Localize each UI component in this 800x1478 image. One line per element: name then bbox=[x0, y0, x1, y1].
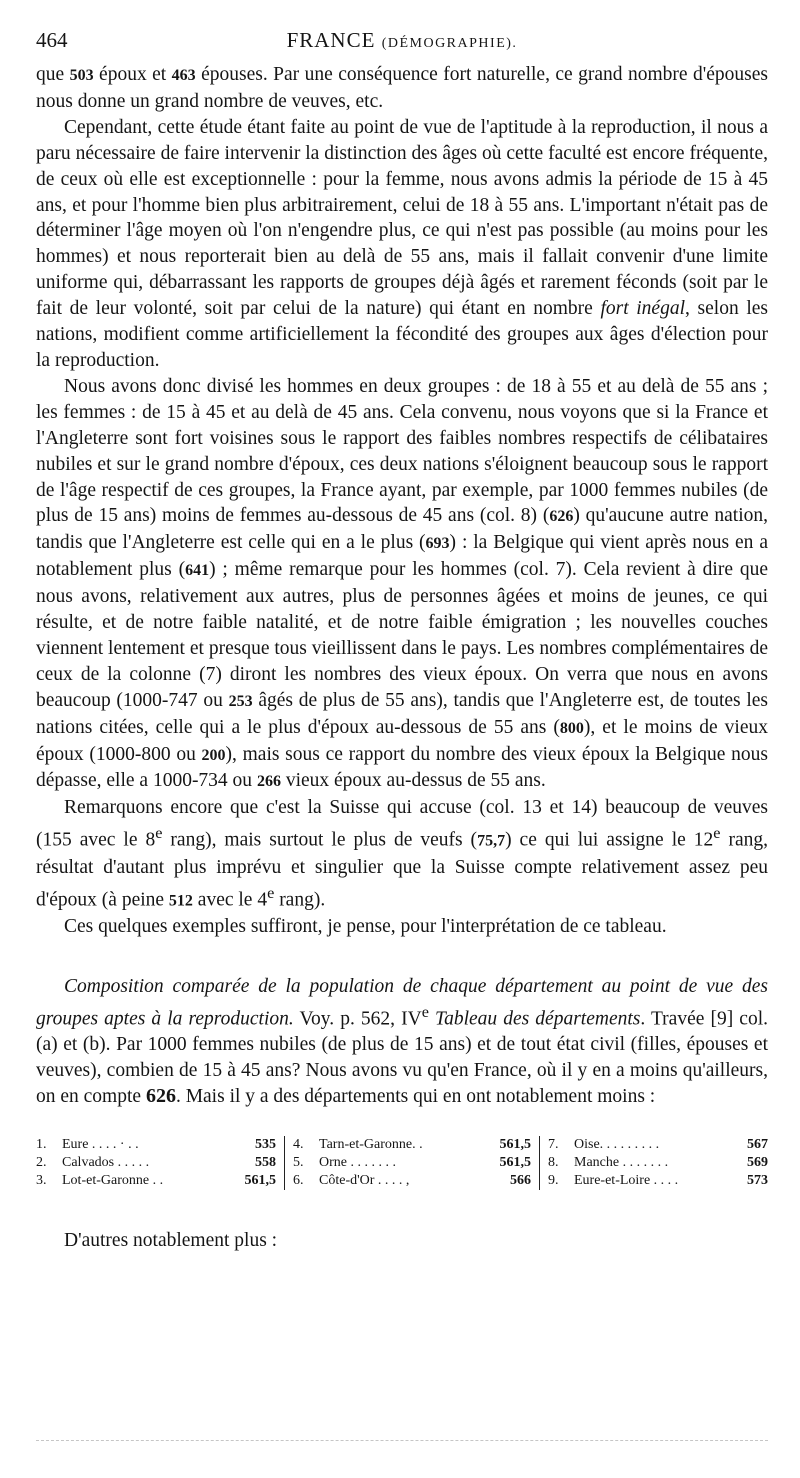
text: , selon les nations, modifient comme artificiellement la fécondité des groupes aux âges d'élection pour la reproduction. bbox=[36, 298, 768, 371]
italic-text: Tableau des départements bbox=[428, 1008, 641, 1030]
text: Nous avons donc divisé les hommes en deux groupes : de 18 à 55 et au delà de 55 ans ; les femmes : de 15 à 45 et au delà de 45 ans. Cela convenu, nous voyons que si la France et l'Angleterre sont fort voisines sous le rapport des faibles nombres respectifs de célibataires nubiles et sur le grand nombre d'époux, ces deux nations s'éloignent beaucoup sous le rapport de l'âge respectif de ces groupes, la France ayant, par exemple, par 1000 femmes nubiles (de plus de 15 ans) moins de femmes au-dessous de 45 ans (col. 8) ( bbox=[36, 375, 768, 527]
text: rang), mais surtout le plus de veufs ( bbox=[162, 829, 478, 851]
item-number: 4. bbox=[293, 1136, 304, 1152]
text: Cependant, cette étude étant faite au point de vue de l'aptitude à la reproduction, il nous a paru nécessaire de faire intervenir la distinction des âges où cette faculté est encore fréquente, de ceux où elle est exceptionnelle : pour la femme, nous avons admis la période de 15 à 45 ans, et pour l'homme bien plus arbitrairement, celui de 18 à 55 ans. L'important n'était pas de déterminer l'âge moyen où l'on n'engendre plus, ce qui n'est pas possible (au moins pour les hommes) et nous reporterait bien au delà de 55 ans, mais il fallait convenir d'une limite uniforme qui, débarrassant les rapports de groupes déjà âgés et rarement féconds (soit par le fait de leur volonté, soit par celui de la nature) qui étant en nombre bbox=[36, 116, 768, 320]
item-number: 5. bbox=[293, 1154, 304, 1170]
item-number: 9. bbox=[548, 1172, 559, 1188]
item-name: Calvados . . . . . bbox=[62, 1154, 150, 1170]
bold-number: 253 bbox=[228, 692, 253, 710]
text: rang, résultat d'autant plus imprévu et singulier que la Suisse compte relativement assez peu d'époux (à peine bbox=[36, 829, 768, 911]
item-value: 573 bbox=[747, 1172, 768, 1188]
item-value: 535 bbox=[255, 1136, 276, 1152]
text: époux et bbox=[93, 64, 172, 85]
item-name: Lot-et-Garonne . . bbox=[62, 1172, 164, 1188]
bold-number: 200 bbox=[201, 746, 226, 764]
text: ) ce qui lui assigne le 12 bbox=[505, 829, 714, 851]
list-item bbox=[36, 1154, 276, 1172]
text: ), et le moins de vieux époux (1000-800 ou bbox=[36, 716, 768, 765]
text: ), mais sous ce rapport du nombre des vieux époux la Belgique nous dépasse, elle a 1000-734 ou bbox=[36, 743, 768, 792]
bold-number: 641 bbox=[185, 562, 210, 580]
bold-number: 266 bbox=[256, 773, 281, 791]
list-item bbox=[293, 1136, 531, 1154]
text: avec le 4 bbox=[192, 889, 268, 911]
subtitle-text: (DÉMOGRAPHIE). bbox=[381, 36, 518, 51]
bold-number: 503 bbox=[69, 67, 94, 84]
text: épouses. Par une conséquence fort naturelle, ce grand nombre d'épouses nous donne un grand nombre de veuves, etc. bbox=[36, 64, 768, 112]
bold-number: 693 bbox=[425, 535, 450, 553]
text: ) : la Belgique qui vient après nous en a notablement plus ( bbox=[36, 532, 768, 581]
superscript: e bbox=[713, 824, 721, 843]
list-item bbox=[293, 1154, 531, 1172]
faded-line-remnant bbox=[36, 1440, 768, 1441]
item-value: 561,5 bbox=[499, 1154, 531, 1170]
text: ) qu'aucune autre nation, tandis que l'Angleterre est celle qui en a le plus ( bbox=[36, 505, 768, 554]
section-heading: Composition comparée de la population de chaque département au point de vue des groupes aptes à la reproduction. bbox=[36, 975, 768, 1030]
paragraph-2 bbox=[36, 115, 768, 374]
bold-number: 626 bbox=[549, 508, 574, 526]
list-item bbox=[548, 1172, 768, 1190]
text: Voy. p. 562, IV bbox=[293, 1008, 422, 1030]
item-number: 7. bbox=[548, 1136, 559, 1152]
text: ) ; même remarque pour les hommes (col. 7). Cela revient à dire que nous avons, relativement aux autres, plus de personnes âgées et moins de jeunes, ce qui résulte, et de notre faible natalité, et de notre faible émigration ; les nouvelles couches viennent lentement et presque tous vieillissent dans le pays. Les nombres complémentaires de ceux de la colonne (7) diront les nombres des vieux époux. On verra que nous en avons beaucoup (1000-747 ou bbox=[36, 559, 768, 711]
superscript: e bbox=[267, 883, 275, 902]
item-name: Tarn-et-Garonne. . bbox=[319, 1136, 423, 1152]
closing-line: D'autres notablement plus : bbox=[64, 1229, 278, 1251]
paragraph-4 bbox=[36, 795, 768, 914]
item-number: 8. bbox=[548, 1154, 559, 1170]
bold-number: 512 bbox=[168, 892, 193, 910]
item-value: 558 bbox=[255, 1154, 276, 1170]
item-name: Côte-d'Or . . . . , bbox=[319, 1172, 410, 1188]
text: . Mais il y a des départements qui en ont notablement moins : bbox=[175, 1086, 656, 1108]
document-page bbox=[36, 28, 768, 1254]
italic-text: fort inégal bbox=[600, 298, 686, 320]
item-name: Eure-et-Loire . . . . bbox=[574, 1172, 679, 1188]
item-name: Eure . . . . · . . bbox=[62, 1136, 139, 1152]
bold-number: 463 bbox=[171, 67, 196, 84]
superscript: e bbox=[421, 1002, 429, 1021]
section-paragraph bbox=[36, 974, 768, 1110]
item-value: 567 bbox=[747, 1136, 768, 1152]
text: rang). bbox=[274, 889, 326, 911]
text: vieux époux au-dessus de 55 ans. bbox=[280, 770, 546, 792]
superscript: e bbox=[155, 824, 163, 843]
list-column-3 bbox=[540, 1136, 768, 1190]
title-text: FRANCE bbox=[286, 28, 376, 52]
list-column-1 bbox=[36, 1136, 285, 1190]
text: Ces quelques exemples suffiront, je pense, pour l'interprétation de ce tableau. bbox=[64, 916, 667, 937]
text: . Travée [9] col. (a) et (b). Par 1000 femmes nubiles (de plus de 15 ans) et de tout état civil (filles, épouses et veuves), combien de 15 à 45 ans? Nous avons vu qu'en France, où il y en a moins qu'ailleurs, on en compte bbox=[36, 1008, 768, 1108]
department-list bbox=[36, 1136, 768, 1190]
bold-number: 75,7 bbox=[477, 832, 506, 850]
item-value: 569 bbox=[747, 1154, 768, 1170]
page-number: 464 bbox=[36, 28, 68, 52]
item-number: 1. bbox=[36, 1136, 47, 1152]
item-name: Orne . . . . . . . bbox=[319, 1154, 396, 1170]
paragraph-1 bbox=[36, 62, 768, 115]
item-value: 561,5 bbox=[244, 1172, 276, 1188]
item-name: Manche . . . . . . . bbox=[574, 1154, 669, 1170]
text: Remarquons encore que c'est la Suisse qui accuse (col. 13 et 14) beaucoup de veuves (155 avec le 8 bbox=[36, 797, 768, 851]
item-value: 561,5 bbox=[499, 1136, 531, 1152]
bold-number: 626 bbox=[145, 1085, 176, 1108]
running-title bbox=[36, 28, 768, 57]
item-name: Oise. . . . . . . . . bbox=[574, 1136, 660, 1152]
paragraph-5 bbox=[36, 914, 768, 940]
item-number: 6. bbox=[293, 1172, 304, 1188]
running-header bbox=[36, 28, 768, 62]
list-item bbox=[548, 1136, 768, 1154]
bold-number: 800 bbox=[559, 719, 584, 737]
list-column-2 bbox=[285, 1136, 540, 1190]
paragraph-3 bbox=[36, 374, 768, 796]
list-item bbox=[548, 1154, 768, 1172]
text: que bbox=[36, 64, 70, 85]
list-item bbox=[293, 1172, 531, 1190]
item-number: 3. bbox=[36, 1172, 47, 1188]
text: âgés de plus de 55 ans), tandis que l'Angleterre est, de toutes les nations citées, celle qui a le plus d'époux au-dessous de 55 ans ( bbox=[36, 689, 768, 738]
item-number: 2. bbox=[36, 1154, 47, 1170]
list-item bbox=[36, 1172, 276, 1190]
item-value: 566 bbox=[510, 1172, 531, 1188]
list-item bbox=[36, 1136, 276, 1154]
